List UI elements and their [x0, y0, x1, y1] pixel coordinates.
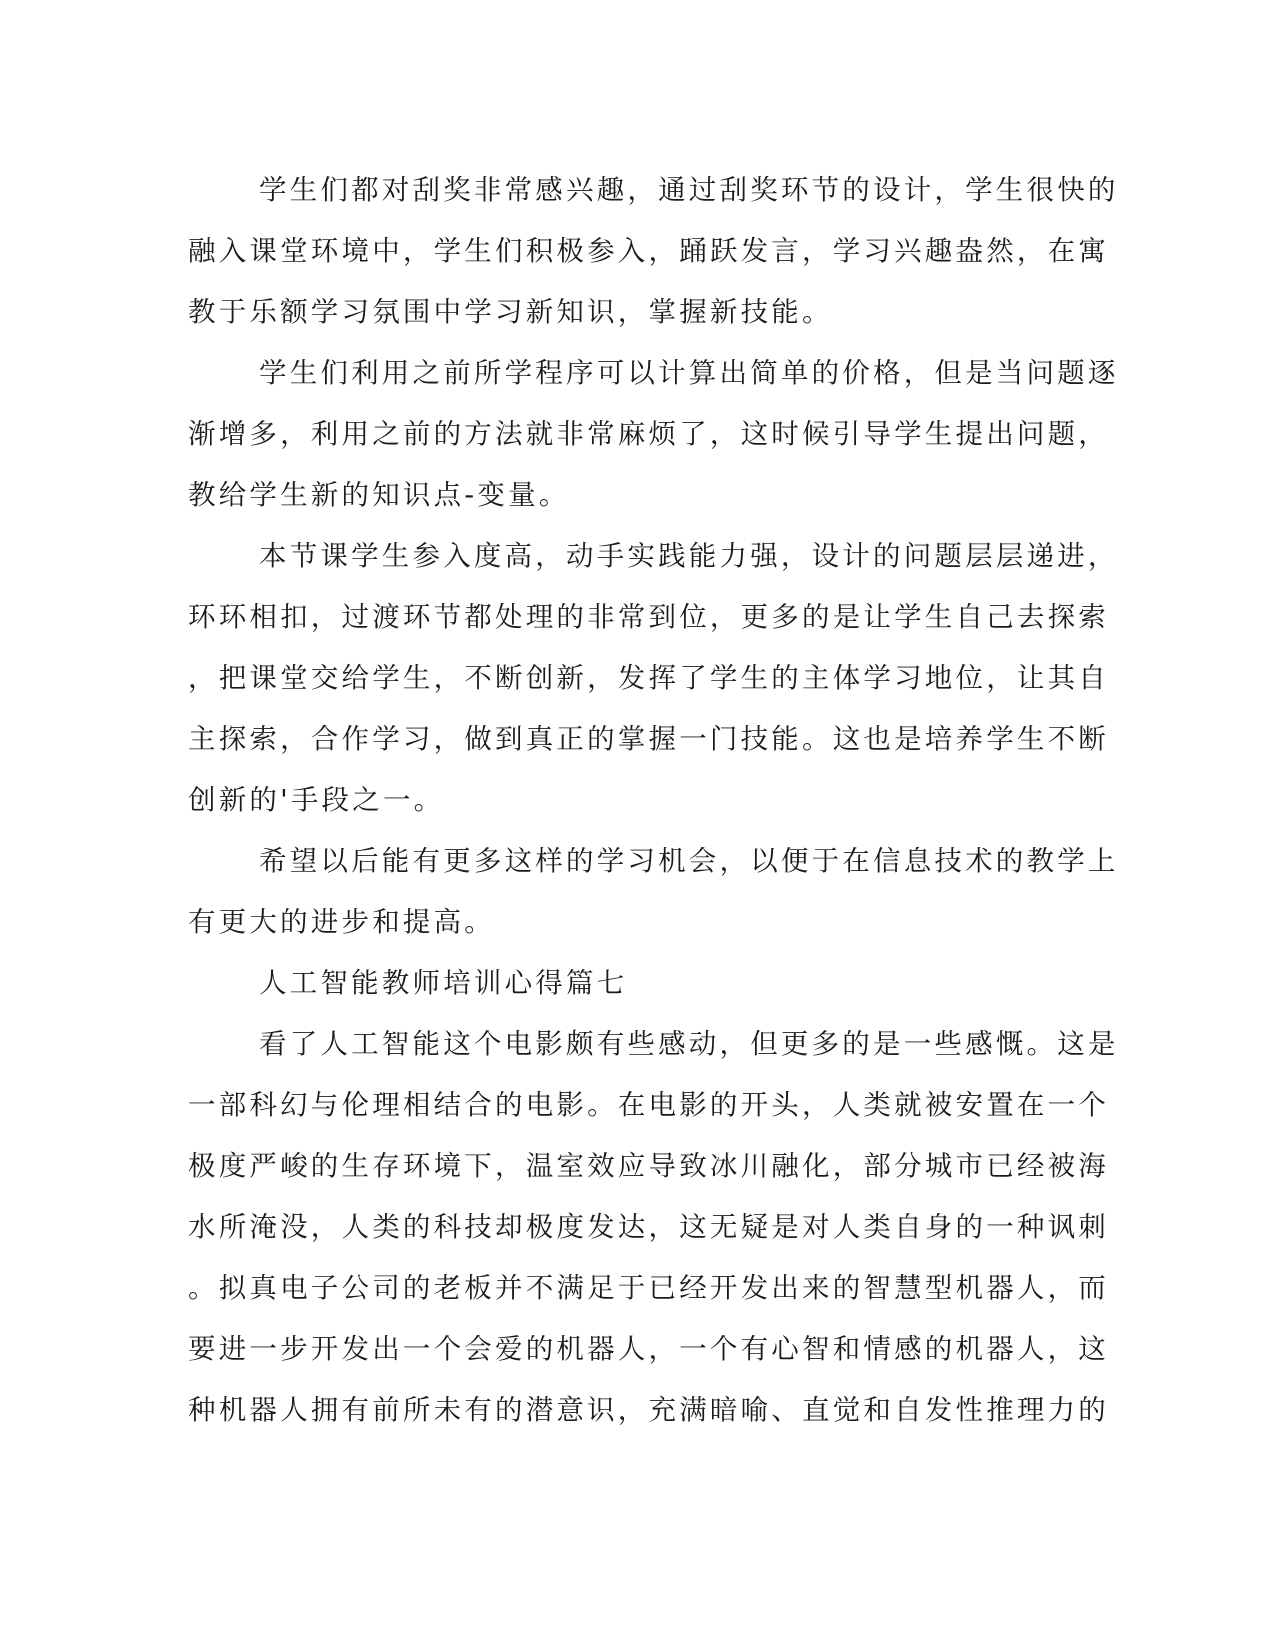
text-line: 本节课学生参入度高，动手实践能力强，设计的问题层层递进，: [259, 540, 1119, 572]
text-line: 主探索，合作学习，做到真正的掌握一门技能。这也是培养学生不断: [188, 723, 1109, 755]
text-line: ，把课堂交给学生，不断创新，发挥了学生的主体学习地位，让其自: [188, 662, 1109, 694]
text-line: 渐增多，利用之前的方法就非常麻烦了，这时候引导学生提出问题，: [188, 418, 1109, 450]
text-line: 创新的'手段之一。: [188, 784, 445, 816]
text-line: 要进一步开发出一个会爱的机器人，一个有心智和情感的机器人，这: [188, 1333, 1109, 1365]
text-line: 教给学生新的知识点-变量。: [188, 479, 570, 511]
text-line: 有更大的进步和提高。: [188, 906, 495, 938]
text-line: 极度严峻的生存环境下，温室效应导致冰川融化，部分城市已经被海: [188, 1150, 1109, 1182]
text-line: 种机器人拥有前所未有的潜意识，充满暗喻、直觉和自发性推理力的: [188, 1394, 1109, 1426]
text-line: 教于乐额学习氛围中学习新知识，掌握新技能。: [188, 296, 833, 328]
text-line: 看了人工智能这个电影颇有些感动，但更多的是一些感慨。这是: [259, 1028, 1119, 1060]
text-line: 水所淹没，人类的科技却极度发达，这无疑是对人类自身的一种讽刺: [188, 1211, 1109, 1243]
text-line: 。拟真电子公司的老板并不满足于已经开发出来的智慧型机器人，而: [188, 1272, 1109, 1304]
document-body: [188, 160, 1119, 1441]
text-line: 学生们都对刮奖非常感兴趣，通过刮奖环节的设计，学生很快的: [259, 174, 1119, 206]
text-line: 一部科幻与伦理相结合的电影。在电影的开头，人类就被安置在一个: [188, 1089, 1109, 1121]
text-line: 希望以后能有更多这样的学习机会，以便于在信息技术的教学上: [259, 845, 1119, 877]
text-line: 环环相扣，过渡环节都处理的非常到位，更多的是让学生自己去探索: [188, 601, 1109, 633]
text-line: 融入课堂环境中，学生们积极参入，踊跃发言，学习兴趣盎然，在寓: [188, 235, 1109, 267]
section-heading: 人工智能教师培训心得篇七: [259, 967, 628, 999]
text-line: 学生们利用之前所学程序可以计算出简单的价格，但是当问题逐: [259, 357, 1119, 389]
